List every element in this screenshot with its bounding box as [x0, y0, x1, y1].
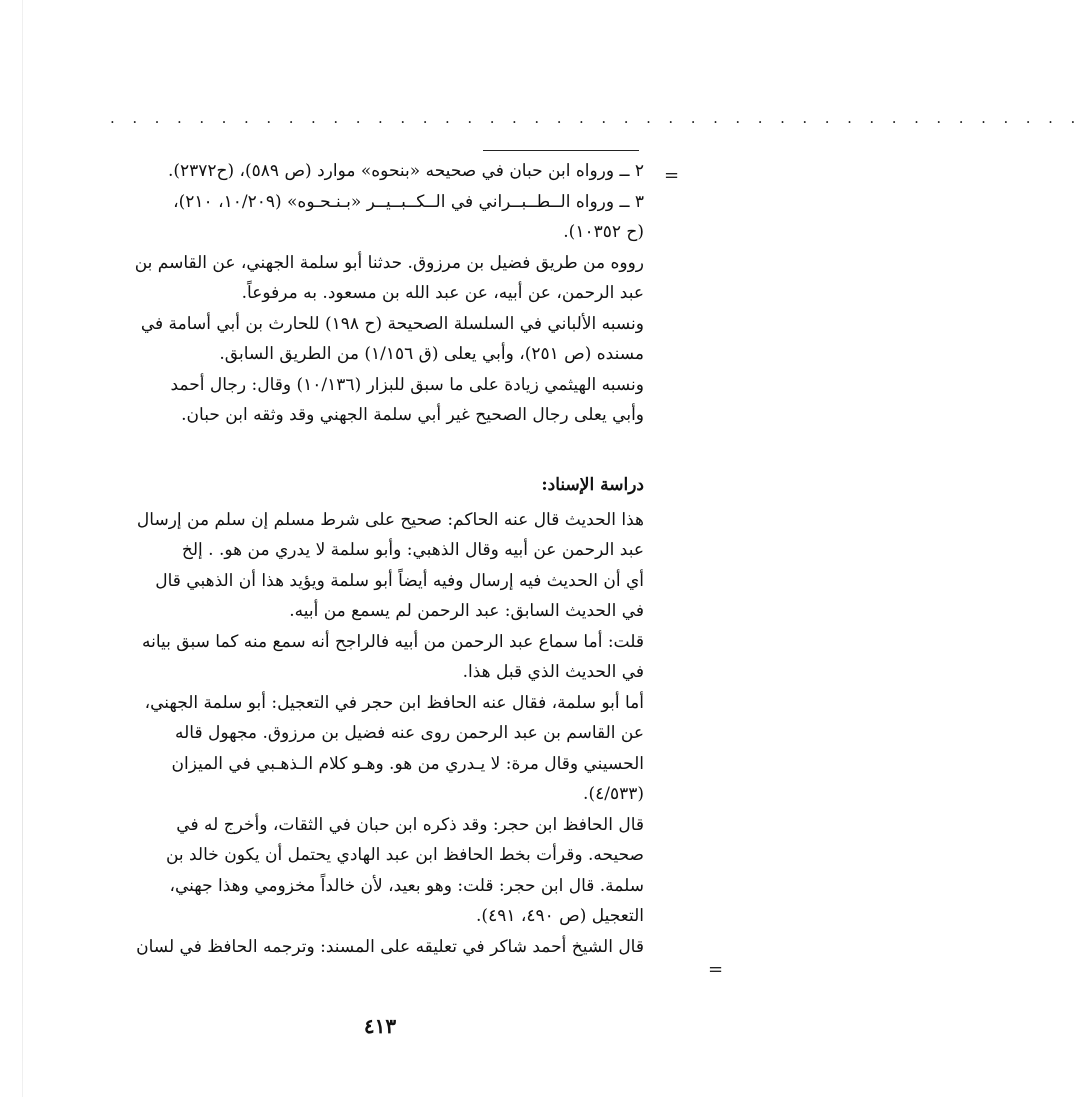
page-number: ٤١٣ — [363, 1014, 397, 1038]
body-line: عن القاسم بن عبد الرحمن روى عنه فضيل بن مرزوق. مجهول قاله — [174, 723, 644, 743]
body-line: (٤/٥٣٣). — [583, 784, 644, 804]
body-line: عبد الرحمن عن أبيه وقال الذهبي: وأبو سلمة لا يدري من هو. . إلخ — [181, 540, 644, 560]
body-line: في الحديث الذي قبل هذا. — [462, 662, 644, 682]
continuation-mark-top: = — [664, 165, 680, 186]
body-line: سلمة. قال ابن حجر: قلت: وهو بعيد، لأن خالداً مخزومي وهذا جهني، — [169, 875, 644, 896]
body-line: التعجيل (ص ٤٩٠، ٤٩١). — [476, 906, 644, 926]
footnote-separator-line — [483, 150, 639, 151]
footnote-line: رووه من طريق فضيل بن مرزوق. حدثنا أبو سلمة الجهني، عن القاسم بن — [134, 252, 644, 273]
footnote-line: ونسبه الألباني في السلسلة الصحيحة (ح ١٩٨) للحارث بن أبي أسامة في — [140, 313, 644, 334]
body-line: في الحديث السابق: عبد الرحمن لم يسمع من أبيه. — [289, 601, 644, 621]
footnote-line: ٣ ــ ورواه الــطــبــراني في الــكــبــيــر «بـنـحـوه» (١٠/٢٠٩، ٢١٠)، — [173, 191, 644, 212]
body-line: الحسيني وقال مرة: لا يـدري من هو. وهـو كلام الـذهـبي في الميزان — [171, 753, 644, 774]
footnote-line: ٢ ــ ورواه ابن حبان في صحيحه «بنحوه» موارد (ص ٥٨٩)، (ح٢٣٧٢). — [167, 161, 644, 181]
footnote-line: ونسبه الهيثمي زيادة على ما سبق للبزار (١٠/١٣٦) وقال: رجال أحمد — [170, 374, 644, 395]
footnote-line: مسنده (ص ٢٥١)، وأبي يعلى (ق ١/١٥٦) من الطريق السابق. — [219, 344, 644, 364]
body-line: قلت: أما سماع عبد الرحمن من أبيه فالراجح أنه سمع منه كما سبق بيانه — [142, 631, 644, 652]
dotted-separator: . . . . . . . . . . . . . . . . . . . . . . . . . . . . . . . . . . . . . . . . . . . . — [110, 109, 1082, 127]
footnote-line: وأبي يعلى رجال الصحيح غير أبي سلمة الجهني وقد وثقه ابن حبان. — [181, 405, 644, 425]
body-line: صحيحه. وقرأت بخط الحافظ ابن عبد الهادي يحتمل أن يكون خالد بن — [165, 845, 644, 865]
body-line: قال الشيخ أحمد شاكر في تعليقه على المسند: وترجمه الحافظ في لسان — [136, 936, 644, 957]
page-edge-shadow — [22, 0, 23, 1097]
footnote-line: (ح ١٠٣٥٢). — [563, 222, 644, 242]
body-line: أي أن الحديث فيه إرسال وفيه أيضاً أبو سلمة ويؤيد هذا أن الذهبي قال — [155, 570, 644, 591]
body-line: هذا الحديث قال عنه الحاكم: صحيح على شرط مسلم إن سلم من إرسال — [136, 509, 644, 530]
section-heading: دراسة الإسناد: — [541, 475, 644, 495]
continuation-mark-bottom: = — [708, 959, 724, 980]
body-line: قال الحافظ ابن حجر: وقد ذكره ابن حبان في الثقات، وأخرج له في — [176, 814, 644, 835]
footnotes-block — [118, 156, 644, 431]
main-text-block — [118, 470, 644, 962]
footnote-line: عبد الرحمن، عن أبيه، عن عبد الله بن مسعود. به مرفوعاً. — [241, 283, 644, 303]
body-line: أما أبو سلمة، فقال عنه الحافظ ابن حجر في التعجيل: أبو سلمة الجهني، — [144, 692, 644, 713]
